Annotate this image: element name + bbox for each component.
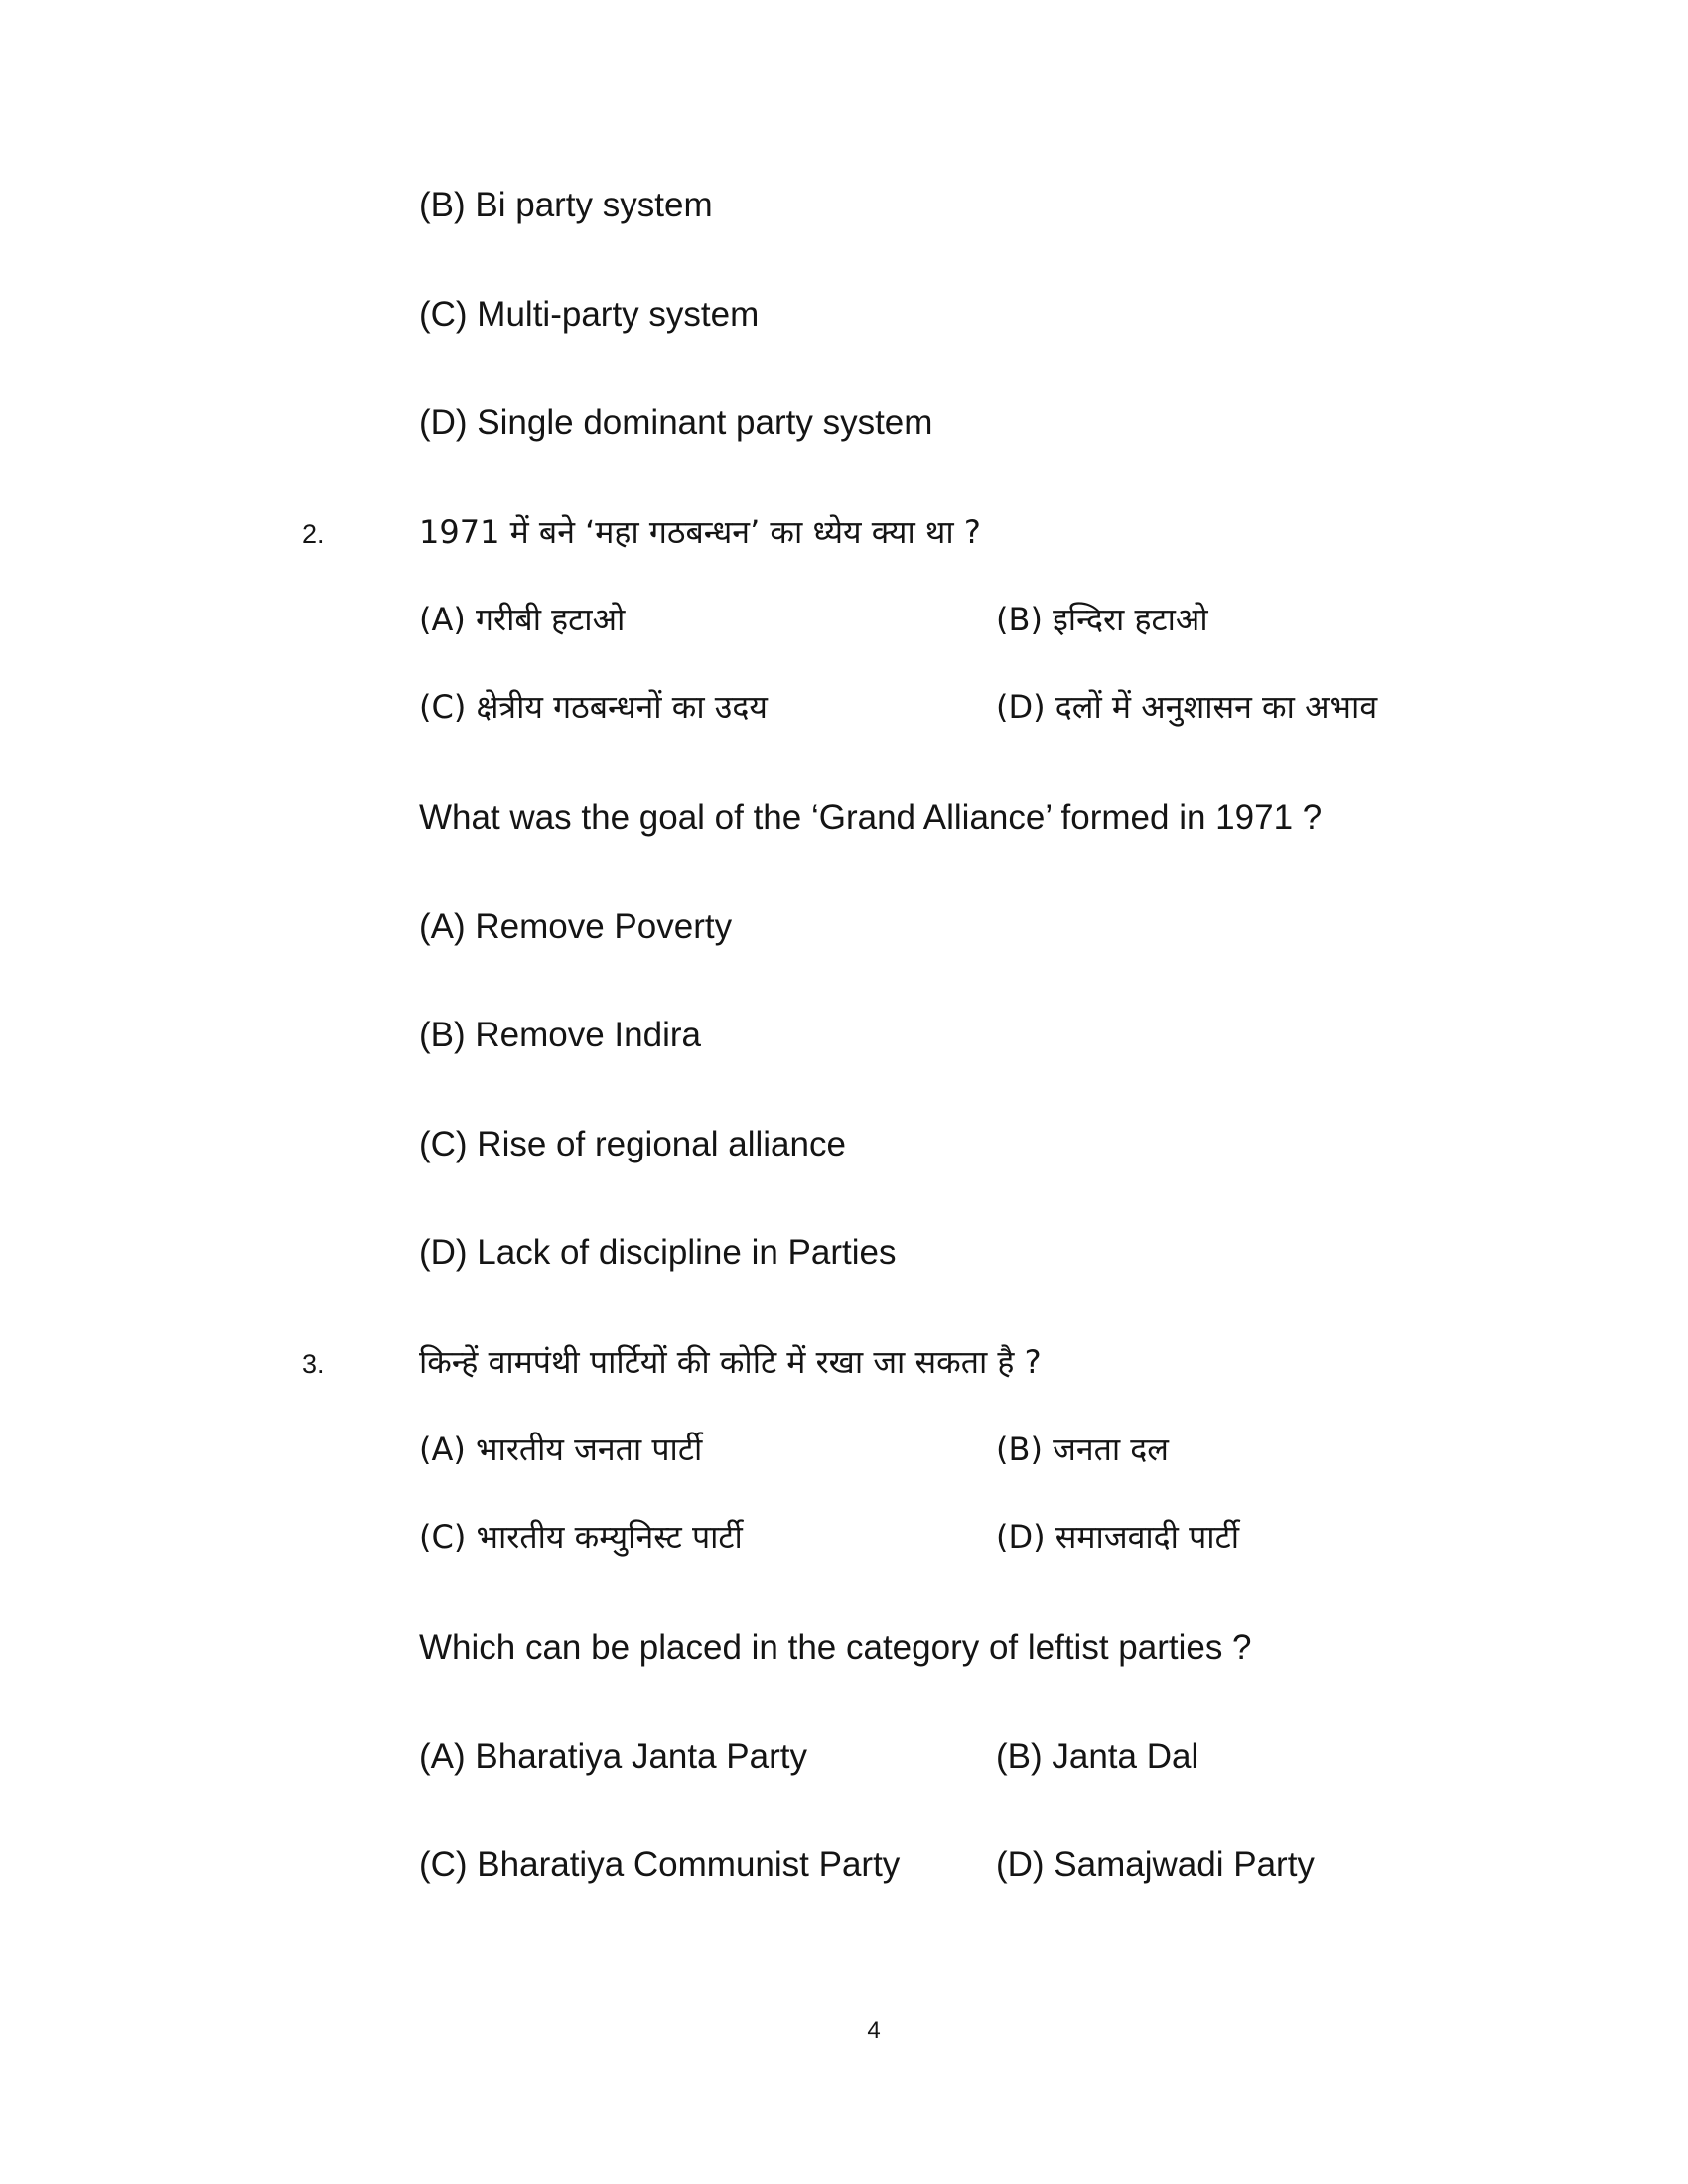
q2-option-b-hindi: (B) इन्दिरा हटाओ	[996, 601, 1208, 638]
q3-question-english: Which can be placed in the category of leftist parties ?	[419, 1628, 1252, 1667]
q3-option-b: (B) Janta Dal	[996, 1737, 1199, 1776]
q3-option-a: (A) Bharatiya Janta Party	[419, 1737, 807, 1776]
q2-option-a: (A) Remove Poverty	[419, 907, 733, 946]
q1-option-b: (B) Bi party system	[419, 186, 713, 224]
q1-option-c: (C) Multi-party system	[419, 295, 760, 334]
q2-option-b: (B) Remove Indira	[419, 1016, 701, 1054]
q3-option-a-hindi: (A) भारतीय जनता पार्टी	[419, 1431, 703, 1468]
q2-question-hindi: 1971 में बने ‘महा गठबन्धन’ का ध्येय क्या था ?	[419, 513, 981, 551]
q2-question-english: What was the goal of the ‘Grand Alliance’ formed in 1971 ?	[419, 798, 1323, 837]
q3-number: 3.	[302, 1349, 325, 1379]
q3-option-d-hindi: (D) समाजवादी पार्टी	[996, 1518, 1239, 1556]
q3-option-c: (C) Bharatiya Communist Party	[419, 1845, 901, 1884]
page-number: 4	[867, 2017, 881, 2044]
q2-option-d: (D) Lack of discipline in Parties	[419, 1233, 897, 1272]
q2-option-c-hindi: (C) क्षेत्रीय गठबन्धनों का उदय	[419, 688, 768, 726]
q2-option-d-hindi: (D) दलों में अनुशासन का अभाव	[996, 688, 1378, 726]
q2-option-a-hindi: (A) गरीबी हटाओ	[419, 601, 626, 638]
q3-question-hindi: किन्हें वामपंथी पार्टियों की कोटि में रखा जा सकता है ?	[419, 1343, 1042, 1381]
q1-option-d: (D) Single dominant party system	[419, 403, 933, 442]
q3-option-d: (D) Samajwadi Party	[996, 1845, 1315, 1884]
q3-option-c-hindi: (C) भारतीय कम्युनिस्ट पार्टी	[419, 1518, 743, 1556]
q2-number: 2.	[302, 519, 325, 549]
q3-option-b-hindi: (B) जनता दल	[996, 1431, 1169, 1468]
q2-option-c: (C) Rise of regional alliance	[419, 1125, 846, 1163]
